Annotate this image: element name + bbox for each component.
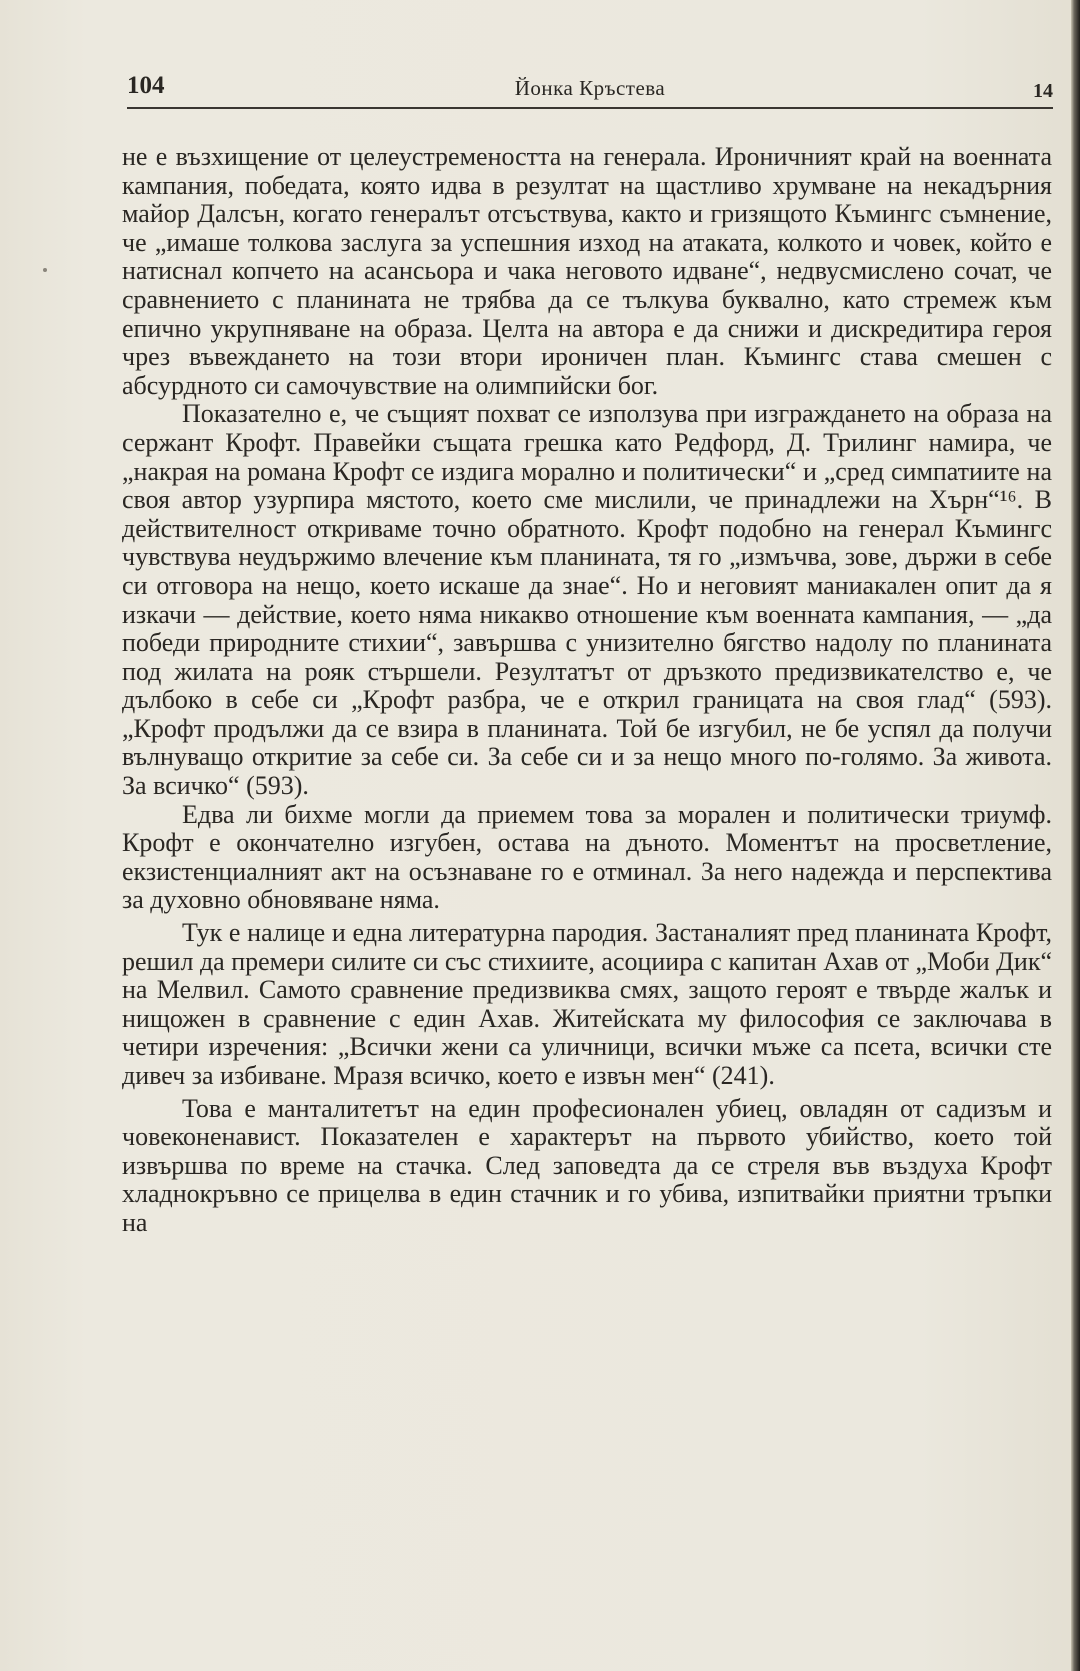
paragraph-3: Едва ли бихме могли да приемем това за морален и политически триумф. Крофт е окончателно изгубен, остава на дъното. Моментът на просветление, екзистенциалният акт на осъзнаване го е отминал. За него надежда и перспектива за духовно обновяване няма. — [122, 799, 1052, 915]
page-number: 104 — [127, 72, 165, 99]
header-rule — [127, 107, 1053, 109]
paragraph-1: не е възхищение от целеустремеността на генерала. Ироничният край на военната кампания, победата, която идва в резултат на щастливо хрумване на некадърния майор Далсън, когато генералът отсъствува, както и гризящото Къмингс съмнение, че „имаше толкова заслуга за успешния изход на атаката, колкото и човек, който е натиснал копчето на асансьора и чака неговото идване“, недвусмислено сочат, че сравнението с планината не трябва да се тълкува буквално, като стремеж към епично укрупняване на образа. Целта на автора е да снижи и дискредитира героя чрез въвеждането на този втори ироничен план. Къмингс става смешен с абсурдното си самочувствие на олимпийски бог. — [122, 142, 1052, 400]
page-edge-shadow — [1071, 0, 1080, 1671]
body-text — [122, 143, 1052, 1238]
signature-mark: 14 — [1033, 80, 1053, 102]
paragraph-4: Тук е налице и една литературна пародия. Застаналият пред планината Крофт, решил да премери силите си със стихиите, асоциира с капитан Ахав от „Моби Дик“ на Мелвил. Самото сравнение предизвиква смях, защото героят е твърде жалък и нищожен в сравнение с един Ахав. Житейската му философия се заключава в четири изречения: „Всички жени са уличници, всички мъже са псета, всички сте дивеч за избиване. Мразя всичко, което е извън мен“ (241). — [122, 918, 1052, 1090]
running-head-author: Йонка Кръстева — [514, 76, 666, 100]
page-header — [127, 72, 1053, 106]
paragraph-2: Показателно е, че същият похват се използува при изграждането на образа на сержант Крофт. Правейки същата грешка като Редфорд, Д. Трилинг намира, че „накрая на романа Крофт се издига морално и политически“ и „сред симпатиите на своя автор узурпира мястото, което сме мислили, че принадлежи на Хърн“¹⁶. В действителност откриваме точно обратното. Крофт подобно на генерал Къмингс чувствува неудържимо влечение към планината, тя го „измъчва, зове, държи в себе си отговора на нещо, което искаше да знае“. Но и неговият маниакален опит да я изкачи — действие, което няма никакво отношение към военната кампания, — „да победи природните стихии“, завършва с унизително бягство надолу по планината под жилата на рояк стършели. Резултатът от дръзкото предизвикателство е, че дълбоко в себе си „Крофт разбра, че е открил границата на своя глад“ (593). „Крофт продължи да се взира в планината. Той бе изгубил, не бе успял да получи вълнуващо откритие за себе си. За себе си и за нещо много по-голямо. За живота. За всичко“ (593). — [122, 399, 1052, 801]
paragraph-5: Това е манталитетът на един професионален убиец, овладян от садизъм и човеконенавист. Показателен е характерът на първото убийство, което той извършва по време на стачка. След заповедта да се стреля във въздуха Крофт хладнокръвно се прицелва в един стачник и го убива, изпитвайки приятни тръпки на — [122, 1093, 1052, 1237]
paper-speck — [43, 268, 47, 272]
